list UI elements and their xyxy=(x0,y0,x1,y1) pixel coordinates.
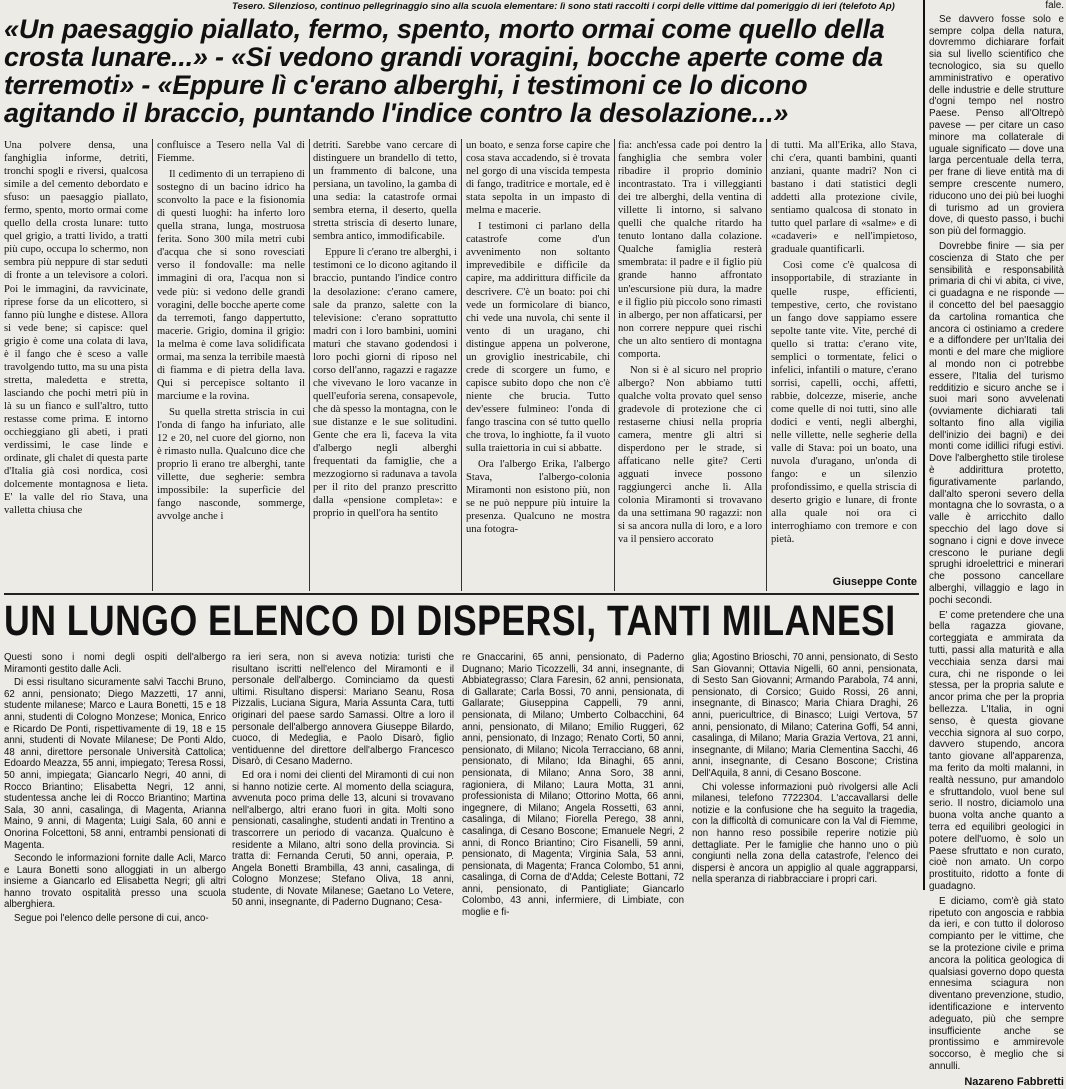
article1-column-2 xyxy=(157,139,305,591)
article1-paragraph: Non si è al sicuro nel proprio albergo? Non abbiamo tutti qualche volta provato quel senso gradevole di protezione che ci restaserne chiusi nella propria camera, mentre gli altri si disperdono per le strade, si affaticano nelle gite? Certi agguati invece possono raggiungerci anche lì. Alla colonia Miramonti si trovavano da una settimana 90 ragazzi: non si sa ancora nulla di loro, e a loro va il pensiero accorato xyxy=(618,364,762,546)
article1-column-6 xyxy=(771,139,917,575)
article2-column-4 xyxy=(692,652,918,888)
article1-paragraph: I testimoni ci parlano della catastrofe come d'un avvenimento non soltanto imprevedibile e difficile da capire, ma addirittura difficile da descrivere. C'è un boato: poi chi vede un formicolare di bianco, chi vede una nuvola, chi sente il vento di un uragano, chi distingue appena un polverone, un groviglio inestricabile, chi crede di scorgere un fumo, e capisce subito dopo che non c'è niente che brucia. Tutto dev'essere fulmineo: l'onda di fango trascina con sé tutto quello che trova, lo inghiotte, fa il vuoto sulla traiettoria in cui si abbatte. xyxy=(466,221,610,455)
article1-column-5 xyxy=(618,139,762,591)
article1-paragraph: Il cedimento di un terrapieno di sostegno di un bacino idrico ha sconvolto la pace e la fisionomia di questi luoghi: ha inferto loro quella strana, lunga, mostruosa ferita. Sono 300 mila metri cubi d'acqua che si sono rovesciati verso il fondovalle: ma nelle immagini di ora, l'acqua non si vede più: si vedono delle grandi voragini, delle bocche aperte come da terremoti, fango dappertutto, macerie. Grigio, domina il grigio: la melma è come lava solidificata ormai, ma senza la terribile maestà di fiamma e di pietra della lava. Qui si percepisce soltanto il marciume e la rovina. xyxy=(157,169,305,402)
article1-paragraph: Così come c'è qualcosa di insopportabile, di straziante in quelle ruspe, efficienti, tempestive, certo, che rovistano un fango dove sappiamo essere sepolte tante vite. Vite, perché di quello si tratta: c'erano vite, semplici o tormentate, felici o infelici, infantili o mature, c'erano sorrisi, capelli, occhi, affetti, rabbie, dolcezze, miserie, anche come quelle di noi tutti, sino alle dodici e venti, negli alberghi, nelle villette, nelle segherie della valle di Stava: poi un boato, una nuvola d'uragano, un'onda di fango: e un silenzio profondissimo, e quella striscia di deserto grigio e lunare, di fronte alla quale noi ora ci interroghiamo con tremore e con pietà. xyxy=(771,260,917,546)
article1-column-1 xyxy=(4,139,148,591)
article1-paragraph: di tutti. Ma all'Erika, allo Stava, chi c'era, quanti bambini, quanti anziani, quante madri? Non ci bastano i dati statistici degli addetti alla protezione civile, sentiamo qualcosa di stonato in tutto quel parlare di «salme» e di «cadaveri» e nell'impietoso, graduale quantificarli. xyxy=(771,140,917,256)
column-rule xyxy=(461,139,462,591)
article1-paragraph: un boato, e senza forse capire che cosa stava accadendo, si è trovata nel gorgo di una viscida tempesta di fango, traditrice e mortale, ed è stata sepolta in un impasto di melma e macerie. xyxy=(466,140,610,217)
column-rule xyxy=(309,139,310,591)
sidebar-paragraph: Dovrebbe finire — sia per coscienza di Stato che per sensibilità e responsabilità primaria di chi vi abita, ci vive, ci guadagna e ne risponde — il concetto del bel paesaggio da cartolina romantica che ancora ci ostiniamo a credere e a diffondere per un'Italia dei monti e del mare che migliore al mondo non ci potrebbe essere, l'Italia del turismo redditizio e sicuro anche se i suoi mari sono avvelenati (ovviamente dichiarati tali soltanto fino alla vigilia dell'inizio dei bagni) e dei monti come idillici rifugi estivi. Dove l'alberghetto stile tirolese è addirittura protetto, figurativamente parlando, dall'alto speroni severo della montagna che lo sovrasta, o a valle è arricchito dallo specchio del lago dove si sognano i cigni e dove invece crescono le puriane degli sprughi idroelettrici e minerari che possono cancellare alberghi, villaggio e lago in pochi secondi. xyxy=(929,240,1064,606)
sidebar-author: Nazareno Fabbretti xyxy=(964,1075,1064,1088)
sidebar-fragment: fale. xyxy=(1045,0,1064,11)
article2-paragraph: Di essi risultano sicuramente salvi Tacchi Bruno, 62 anni, pensionato; Diego Mazzetti, 17 anni, studente milanese; Marco e Laura Bonetti, 15 e 18 anni, studenti di Cologno Monzese; Monica, Enrico e Ricardo De Ponti, rispettivamente di 19, 18 e 15 anni, studenti di Novate Milanese; De Ponti Aldo, 48 anni, direttore personale Università Cattolica; Edoardo Meazza, 55 anni, impiegato; Teresa Rossi, 50 anni, impiegata; Giancarlo Negri, 40 anni, di Rocco Briantino; Elisabetta Negri, 12 anni, studentessa anche lei di Rocco Briantino; Martina Sala, 30 anni, casalinga, di Magenta, Arianna Maino, 9 anni, di Magenta; Luigi Sala, 60 anni e Onorina Folcettoni, 58 anni, entrambi pensionati di Magenta. xyxy=(4,677,226,851)
article1-column-4 xyxy=(466,139,610,591)
column-rule xyxy=(766,139,767,591)
article2-column-3 xyxy=(462,652,684,919)
article2-column-1 xyxy=(4,652,226,925)
article1-paragraph: Una polvere densa, una fanghiglia informe, detriti, tronchi spogli e riversi, qualcosa simile a del cemento debordato e sfuso: un paesaggio piallato, fermo, spento, morto ormai come quello della crosta lunare: tutto quel grigio, a tratti livido, a tratti più cupo, occupa lo schermo, non sembra più neppure di star seduti di fronte a un televisore a colori. Poi le immagini, da ravvicinate, riprese forse da un elicottero, si fanno più lunghe e distese. Allora si vede bene; si capisce: quel grigio è come una colata di lava, è il fango che è sceso a valle travolgendo tutto, ma su una pista stretta, maledetta e stretta, lasciando che pochi metri più in là su un fianco e sull'altro, tutto restasse come prima. E intorno occhieggiano gli abeti, i prati verdissimi, le case linde e ordinate, gli chalet di questa parte d'Italia già così nordica, così dolcemente montagnosa e lieta. E' la valle del rio Stava, una valletta chiusa che xyxy=(4,140,148,517)
article1-paragraph: Ora l'albergo Erika, l'albergo Stava, l'albergo-colonia Miramonti non esistono più, non se ne può neppure più intuire la presenza. Qualcuno ne mostra una fotogra- xyxy=(466,459,610,536)
main-headline: «Un paesaggio piallato, fermo, spento, morto ormai come quello della crosta lunare...» - «Si vedono grandi voragini, bocche aperte come da terremoti» - «Eppure lì c'erano alberghi, i testimoni ce lo dicono agitando il braccio, puntando l'indice contro la desolazione...» xyxy=(4,14,885,128)
article2-paragraph: Chi volesse informazioni può rivolgersi alle Acli milanesi, telefono 7722304. L'accavallarsi delle notizie e la confusione che ha seguito la tragedia, con la difficoltà di comunicare con la Val di Fiemme, non hanno reso possibile reperire notizie più dettagliate. Per le famiglie che hanno uno o più congiunti nella zona della catastrofe, l'elenco dei dispersi è ancora un appiglio al quale aggrapparsi, nella speranza di riabbracciare i propri cari. xyxy=(692,781,918,886)
article1-author: Giuseppe Conte xyxy=(832,576,917,588)
article1-paragraph: Su quella stretta striscia in cui l'onda di fango ha infuriato, alle 12 e 20, nel cuore del giorno, non è rimasto nulla. Qualcuno dice che proprio lì erano tre alberghi, tante villette, due segherie: sembra impossibile: la superficie del fango nasconde, sommerge, avvolge anche i xyxy=(157,406,305,523)
article2-paragraph: ra ieri sera, non si aveva notizia: turisti che risultano iscritti nell'elenco del Miramonti e il personale dell'albergo. Cominciamo da questi ultimi. Risultano dispersi: Mariano Seanu, Rosa Pizzalis, Luciana Sigura, Maria Assunta Cara, tutti originari del paese sardo Samassi. Oltre a loro il personale dell'albergo annovera Giuseppe Bilardo, cuoco, di Medeglia, e Paolo Disarò, figlio ventiduenne del direttore dell'albergo Francesco Disarò, di Cesano Maderno. xyxy=(232,652,454,768)
article1-paragraph: fia: anch'essa cade poi dentro la fanghiglia che sembra voler ribadire il proprio dominio incontrastato. Tra i villeggianti dei tre alberghi, della ventina di villette lì intorno, si salvano quelli che qualche ritardo ha tenuto lontano dalla colazione. Qualche famiglia resterà smembrata: il padre e il figlio più grande hanno affrontato un'escursione più dura, la madre e il figlio più piccolo sono rimasti in albergo, per non affaticarsi, per non correre neppure quei rischi che un alto sentiero di montagna comporta. xyxy=(618,140,762,360)
sidebar-rule xyxy=(923,0,925,890)
sidebar-paragraph: E diciamo, com'è già stato ripetuto con angoscia e rabbia da ieri, e con tutto il doloroso compianto per le vittime, che se la protezione civile e prima ancora la politica geologica di qualsiasi governo dopo questa ennesima sciagura non diventano prevenzione, studio, identificazione e intervento adeguato, più che sempre insufficiente anche se prontissimo e ammirevole soccorso, è meglio che si annulli. xyxy=(929,895,1064,1072)
article1-paragraph: detriti. Sarebbe vano cercare di distinguere un brandello di tetto, un frammento di balcone, una persiana, un tavolino, la gamba di una sedia: la catastrofe ormai sembra eterna, il deserto, quella stretta striscia di deserto lunare, sembra antico, immodificabile. xyxy=(313,140,457,243)
article2-paragraph: re Gnaccarini, 65 anni, pensionato, di Paderno Dugnano; Mario Ticozzelli, 34 anni, insegnante, di Abbiategrasso; Clara Faresin, 62 anni, pensionata, di Gallarate; Carla Bossi, 70 anni, pensionata, di Gallarate; Giuseppina Cappelli, 79 anni, pensionata, di Milano; Umberto Colbacchini, 64 anni, pensionato, di Milano; Emilio Ruggeri, 62 anni, pensionato, di Inzago; Renato Corti, 50 anni, pensionato, di Milano; Nicola Terracciano, 68 anni, pensionato, di Milano; Ida Binaghi, 65 anni, pensionata, di Milano; Anna Soro, 38 anni, ragioniera, di Milano; Laura Motta, 31 anni, professionista di Milano; Ottorino Motta, 66 anni, ingegnere, di Milano; Angela Rossetti, 63 anni, casalinga, di Milano; Fiorella Perego, 38 anni, casalinga, di Cesano Boscone; Emanuele Negri, 2 anni, di Ronco Briantino; Ciro Fisanelli, 59 anni, pensionato, di Magenta; Virginia Sala, 53 anni, pensionata, di Magenta; Franca Colombo, 51 anni, casalinga, di Corna de d'Adda; Celeste Bottani, 72 anni, pensionato, di Pantigliate; Giancarlo Colombo, 43 anni, infermiere, di Limbiate, con moglie e fi- xyxy=(462,652,684,919)
sidebar-paragraph: Se davvero fosse solo e sempre colpa della natura, dovremmo dichiarare forfait sia sul livello scientifico che tecnologico, sia su quello amministrativo e operativo delle industrie e delle strutture d'ogni tempo nel nostro Paese. Penso all'Oltrepò pavese — per citare un caso minore ma collaterale di uguale significato — dove una larga percentuale della terra, per frane di lieve entità ma di sempre crescente numero, riducono uno dei più bei luoghi di turismo ad un groviera dove, di questo passo, i buchi son più del formaggio. xyxy=(929,13,1064,238)
article2-paragraph: glia; Agostino Brioschi, 70 anni, pensionato, di Sesto San Giovanni; Ottavia Nigelli, 60 anni, pensionata, di Sesto San Giovanni; Armando Parabola, 74 anni, pensionato, di Corsico; Guido Rossi, 26 anni, insegnante, di Binasco; Maria Chiara Draghi, 26 anni, puericultrice, di Binasco; Luigi Vertova, 57 anni, pensionato, di Milano; Caterina Goffi, 54 anni, casalinga, di Milano; Maria Grazia Vertova, 21 anni, insegnante, di Milano; Maria Clementina Sacchi, 46 anni, insegnante, di Cesano Boscone; Cristina Dell'Aquila, 8 anni, di Cesano Boscone. xyxy=(692,652,918,779)
article1-column-3 xyxy=(313,139,457,591)
article2-paragraph: Secondo le informazioni fornite dalle Acli, Marco e Laura Bonetti sono alloggiati in un albergo insieme a Giancarlo ed Elisabetta Negri; gli altri hanno trovato ospitalità presso una scuola alberghiera. xyxy=(4,853,226,911)
article2-column-2 xyxy=(232,652,454,909)
sidebar-paragraph: E' come pretendere che una bella ragazza giovane, corteggiata e ammirata da tutti, passi alla maturità e alla vecchiaia senza darsi mai cura, chi ne risponde o lei stessa, per la propria salute e ancor prima che per la propria bellezza. L'Italia, in ogni senso, è questa giovane vecchia signora al suo corpo, davvero stupendo, ancora tanto giovane all'apparenza, ma ferito da molti malanni, in realtà nessuno, pur amandolo e sfruttandolo, vuol bene sul serio. Il nostro, diciamolo una buona volta anche quanto a terra ed equilibri geologici in potere dell'uomo, è solo un Paese sfruttato e non curato, cioè non amato. Un corpo prostituito, ridotto a fonte di guadagno. xyxy=(929,609,1064,892)
sidebar-commentary xyxy=(929,0,1064,1088)
article2-paragraph: Ed ora i nomi dei clienti del Miramonti di cui non si hanno notizie certe. Al momento della sciagura, avvenuta poco prima delle 13, alcuni si trovavano nell'albergo, altri erano fuori in gita. Molti sono pensionati, casalinghe, studenti andati in Trentino a trascorrere un periodo di vacanza. Qualcuno è residente a Milano, altri sono della provincia. Si tratta di: Fernanda Ceruti, 50 anni, operaia, P. Angela Bonetti Brambilla, 43 anni, casalinga, di Cologno Monzese; Stefano Oliva, 18 anni, studente, di Novate Milanese; Gaetano Lo Vetere, 50 anni, insegnante, di Paderno Dugnano; Cesa- xyxy=(232,769,454,909)
article2-paragraph: Questi sono i nomi degli ospiti dell'albergo Miramonti gestito dalle Acli. xyxy=(4,652,226,675)
secondary-headline: UN LUNGO ELENCO DI DISPERSI, TANTI MILANESI xyxy=(4,597,896,645)
article1-paragraph: Eppure lì c'erano tre alberghi, i testimoni ce lo dicono agitando il braccio, puntando l'indice contro la desolazione: c'erano camere, sale da pranzo, salette con la televisione: c'erano soprattutto madri con i loro bambini, uomini maturi che stavano godendosi i loro pochi giorni di riposo nel corso dell'anno, ragazzi e ragazze che vivevano le loro vacanze in quell'euforia serena, consapevole, che dà spesso la montagna, con le sue distanze e le sue solitudini. Gente che era lì, faceva la vita d'albergo negli alberghi frequentati da famiglie, che a mezzogiorno si radunava a tavola per il rito del pranzo prescritto dalla «pensione completa»: e proprio in quell'ora ha sentito xyxy=(313,247,457,520)
column-rule xyxy=(152,139,153,591)
article2-paragraph: Segue poi l'elenco delle persone di cui, anco- xyxy=(14,913,209,925)
column-rule xyxy=(614,139,615,591)
article1-paragraph: confluisce a Tesero nella Val di Fiemme. xyxy=(157,140,305,165)
photo-caption: Tesero. Silenzioso, continuo pellegrinaggio sino alla scuola elementare: lì sono stati raccolti i corpi delle vittime dal pomeriggio di ieri (telefoto Ap) xyxy=(232,1,895,12)
section-divider xyxy=(4,593,919,595)
